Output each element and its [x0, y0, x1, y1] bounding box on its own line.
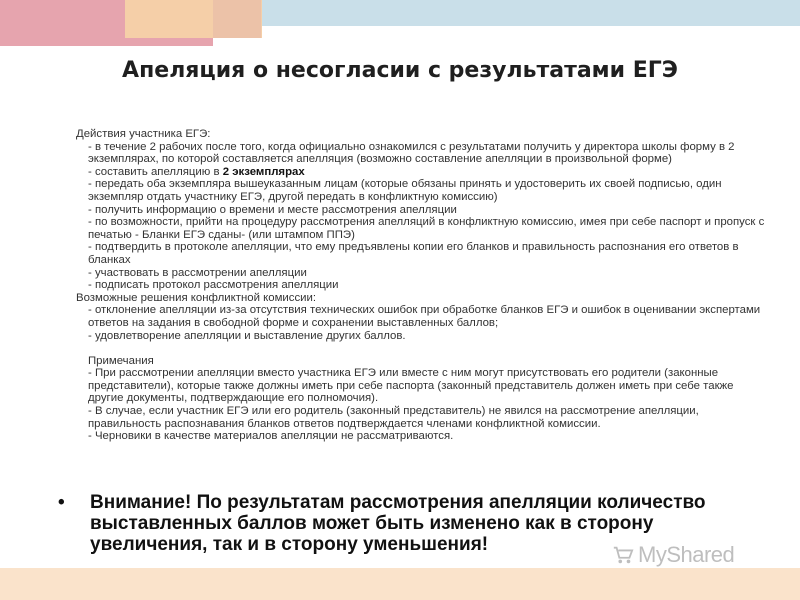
watermark-text: MyShared	[638, 542, 735, 567]
decisions-heading: Возможные решения конфликтной комиссии:	[76, 291, 317, 304]
action-item: - получить информацию о времени и месте рассмотрения апелляции	[88, 203, 457, 216]
note-item: - В случае, если участник ЕГЭ или его родитель (законный представитель) не явился на рассмотрение апелляции, правильность распознавания бланков ответов подтверждается членами конфликтной комиссии.	[88, 405, 699, 430]
action-item: - подписать протокол рассмотрения апелляции	[88, 279, 339, 292]
decision-item: - отклонение апелляции из-за отсутствия технических ошибок при обработке бланков ЕГЭ и ошибок в оценивании экспертами ответов на задания в свободной форме и сохранении выставленных баллов;	[88, 304, 761, 329]
actions-block	[76, 128, 766, 443]
action-item: - участвовать в рассмотрении апелляции	[88, 266, 307, 279]
note-item: - При рассмотрении апелляции вместо участника ЕГЭ или вместе с ним могут присутствовать его родители (законные представители), которые также должны иметь при себе паспорта (законный представитель должен иметь при себе также другие документы, подтверждающие его полномочия).	[88, 367, 734, 405]
notes-heading: Примечания	[88, 354, 154, 367]
watermark-logo	[612, 542, 734, 568]
action-item: - по возможности, прийти на процедуру рассмотрения апелляций в конфликтную комиссию, имея при себе паспорт и пропуск с печатью - Бланки ЕГЭ сданы- (или штампом ППЭ)	[88, 216, 765, 241]
decor-bar-tan	[213, 0, 261, 38]
action-item: - передать оба экземпляра вышеуказанным лицам (которые обязаны принять и удостоверить их своей подписью, один экземпляр отдать участнику ЕГЭ, другой передать в конфликтную комиссию)	[88, 178, 722, 203]
attention-text: Внимание! По результатам рассмотрения апелляции количество выставленных баллов может быть изменено как в сторону увеличения, так и в сторону уменьшения!	[90, 492, 706, 555]
decor-bar-bottom	[0, 568, 800, 600]
actions-heading: Действия участника ЕГЭ:	[76, 128, 211, 140]
compose-bold: 2 экземплярах	[222, 165, 305, 178]
action-item: - подтвердить в протоколе апелляции, что ему предъявлены копии его бланков и правильность распознания его ответов в бланках	[88, 241, 739, 266]
bullet-icon: •	[58, 492, 65, 513]
action-item: - в течение 2 рабочих после того, когда официально ознакомился с результатами получить у директора школы форму в 2 экземплярах, по которой составляется апелляция (возможно составление апелляции в произвольной форме)	[88, 140, 735, 166]
note-item: - Черновики в качестве материалов апелляции не рассматриваются.	[88, 430, 454, 443]
compose-prefix: - составить апелляцию в	[88, 165, 223, 178]
spacer	[76, 342, 766, 355]
page-title: Апеляция о несогласии с результатами ЕГЭ	[122, 58, 678, 83]
shopping-cart-icon	[612, 544, 634, 566]
decision-item: - удовлетворение апелляции и выставление других баллов.	[88, 329, 406, 342]
action-item-compose	[76, 166, 766, 179]
decor-bar-blue	[262, 0, 800, 26]
